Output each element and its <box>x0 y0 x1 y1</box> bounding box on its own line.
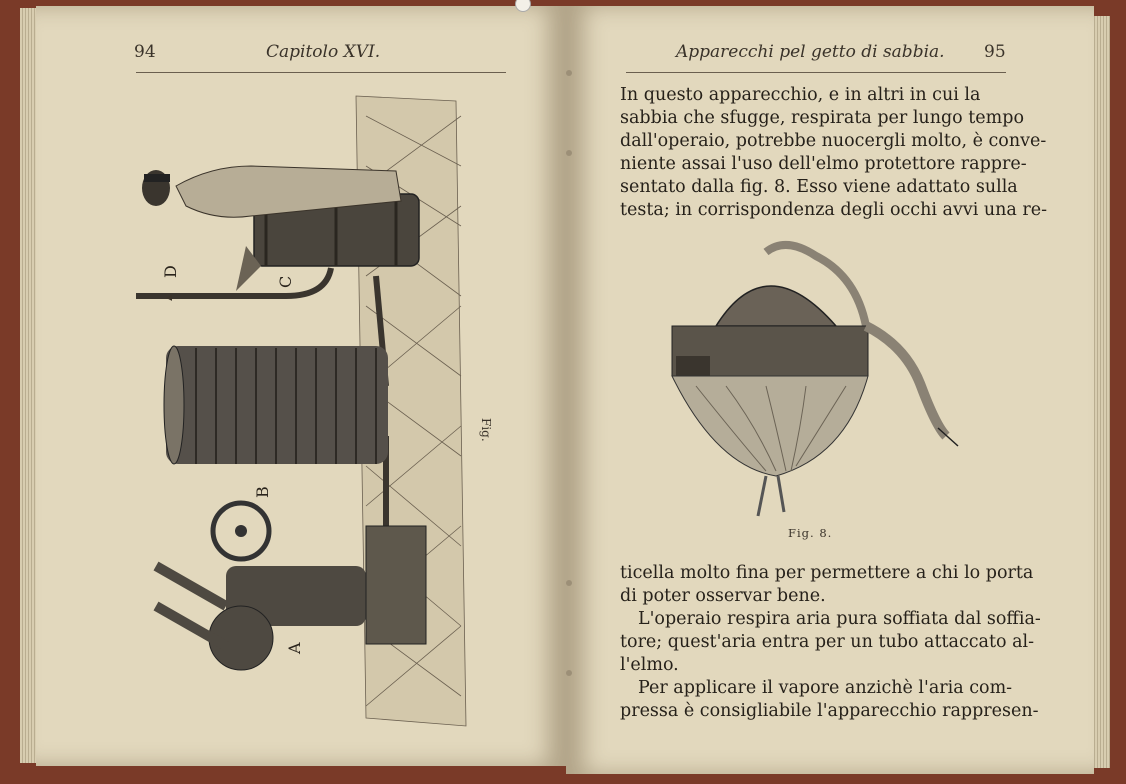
paragraph-top <box>620 84 1060 222</box>
left-page <box>36 6 566 766</box>
text-line: tore; quest'aria entra per un tubo attaccato al- <box>620 632 1035 652</box>
right-header-rule <box>626 72 1006 73</box>
protective-helmet-illustration <box>566 236 1094 556</box>
arrow-left: ◂ <box>166 290 173 304</box>
text-line: pressa è consigliabile l'apparecchio rappresen- <box>620 701 1039 721</box>
left-running-head: Capitolo XVI. <box>266 42 381 62</box>
binding-stitch <box>566 670 572 676</box>
cylinder-b <box>164 346 388 464</box>
text-line: ticella molto fina per permettere a chi lo porta <box>620 563 1034 583</box>
text-line: Per applicare il vapore anzichè l'aria com- <box>638 678 1013 698</box>
left-page-number: 94 <box>134 42 156 62</box>
text-line: sabbia che sfugge, respirata per lungo tempo <box>620 108 1024 128</box>
paragraph-bottom <box>620 562 1060 723</box>
text-line: di poter osservar bene. <box>620 586 826 606</box>
label-b: B <box>253 486 272 498</box>
right-page <box>566 6 1094 774</box>
binding-stitch <box>566 70 572 76</box>
label-d: D <box>161 265 180 278</box>
right-page-edges <box>1092 16 1110 768</box>
text-line: niente assai l'uso dell'elmo protettore rappre- <box>620 154 1027 174</box>
text-line: testa; in corrispondenza degli occhi avvi una re- <box>620 200 1048 220</box>
binding-stitch <box>566 580 572 586</box>
label-fig-rotated: Fig. <box>479 418 493 442</box>
right-page-number: 95 <box>984 42 1006 62</box>
label-a: A <box>285 642 304 654</box>
text-line: sentato dalla fig. 8. Esso viene adattato sulla <box>620 177 1018 197</box>
text-line: l'elmo. <box>620 655 679 675</box>
text-line: L'operaio respira aria pura soffiata dal soffia- <box>638 609 1041 629</box>
text-line: In questo apparecchio, e in altri in cui la <box>620 85 981 105</box>
sandblast-machine-illustration <box>36 6 566 766</box>
label-c: C <box>276 275 295 288</box>
right-running-head: Apparecchi pel getto di sabbia. <box>676 42 945 62</box>
figure-caption: Fig. 8. <box>788 526 833 540</box>
text-line: dall'operaio, potrebbe nuocergli molto, è conve- <box>620 131 1047 151</box>
binding-stitch <box>566 150 572 156</box>
